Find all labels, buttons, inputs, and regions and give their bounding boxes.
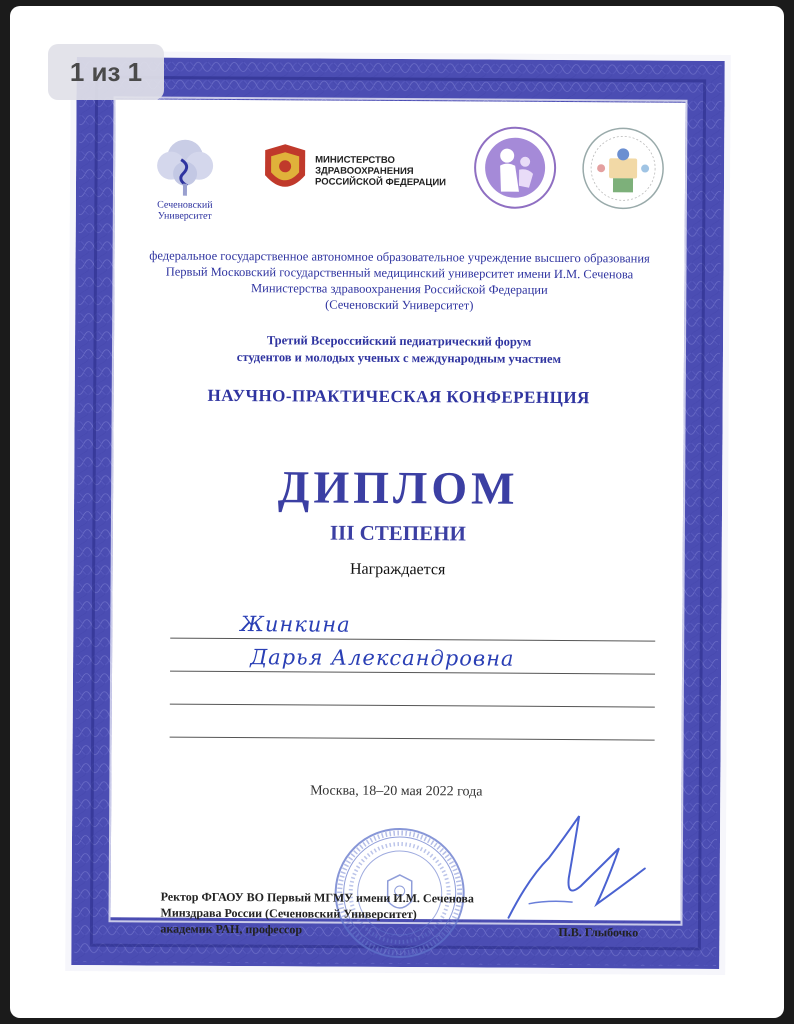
sechenov-label-line1: Сеченовский xyxy=(157,199,213,211)
diploma-content xyxy=(111,99,686,940)
sechenov-label-line2: Университет xyxy=(157,210,212,222)
signer-line3: академик РАН, профессор xyxy=(160,921,303,937)
signer-line2: Минздрава России (Сеченовский Университет) xyxy=(160,905,417,922)
recipient-surname: Жинкина xyxy=(240,612,351,637)
ministry-label-line3: РОССИЙСКОЙ ФЕДЕРАЦИИ xyxy=(314,176,447,189)
pediatric-forum-logo xyxy=(475,127,555,207)
conference-title: НАУЧНО-ПРАКТИЧЕСКАЯ КОНФЕРЕНЦИЯ xyxy=(207,385,590,408)
awarded-label: Награждается xyxy=(349,560,446,579)
diploma-title: ДИПЛОМ xyxy=(277,461,519,514)
diploma-sheet xyxy=(65,51,731,975)
organization-line2: Первый Московский государственный медицинский университет имени И.М. Сеченова xyxy=(165,264,634,282)
organization-block xyxy=(114,247,684,314)
recipient-lines xyxy=(170,606,656,741)
conference-logo xyxy=(583,128,663,208)
signer-line1: Ректор ФГАОУ ВО Первый МГМУ имени И.М. Сеченова xyxy=(160,889,474,906)
organization-line1: федеральное государственное автономное образовательное учреждение высшего образования xyxy=(149,248,650,266)
signer-block xyxy=(160,889,520,939)
recipient-line-1 xyxy=(170,606,655,642)
sechenov-logo xyxy=(157,140,214,222)
forum-line2: студентов и молодых ученых с международным участием xyxy=(236,350,562,366)
ministry-emblem xyxy=(265,144,446,188)
diploma-degree: III СТЕПЕНИ xyxy=(329,520,466,546)
forum-block xyxy=(114,331,684,368)
recipient-line-3 xyxy=(170,672,655,708)
place-date: Москва, 18–20 мая 2022 года xyxy=(310,783,483,800)
signer-name: П.В. Глыбочко xyxy=(558,924,639,940)
organization-line4: (Сеченовский Университет) xyxy=(325,297,474,313)
organization-line3: Министерства здравоохранения Российской Федерации xyxy=(251,281,548,297)
logos-row xyxy=(115,119,686,232)
recipient-line-4 xyxy=(170,705,655,741)
recipient-line-2 xyxy=(170,639,655,675)
recipient-name: Дарья Александровна xyxy=(250,645,515,671)
document-viewer xyxy=(10,6,784,1018)
forum-line1: Третий Всероссийский педиатрический форум xyxy=(266,333,532,349)
page-indicator: 1 из 1 xyxy=(48,44,164,100)
ministry-label-line2: ЗДРАВООХРАНЕНИЯ xyxy=(315,165,414,178)
ministry-label-line1: МИНИСТЕРСТВО xyxy=(315,154,395,166)
